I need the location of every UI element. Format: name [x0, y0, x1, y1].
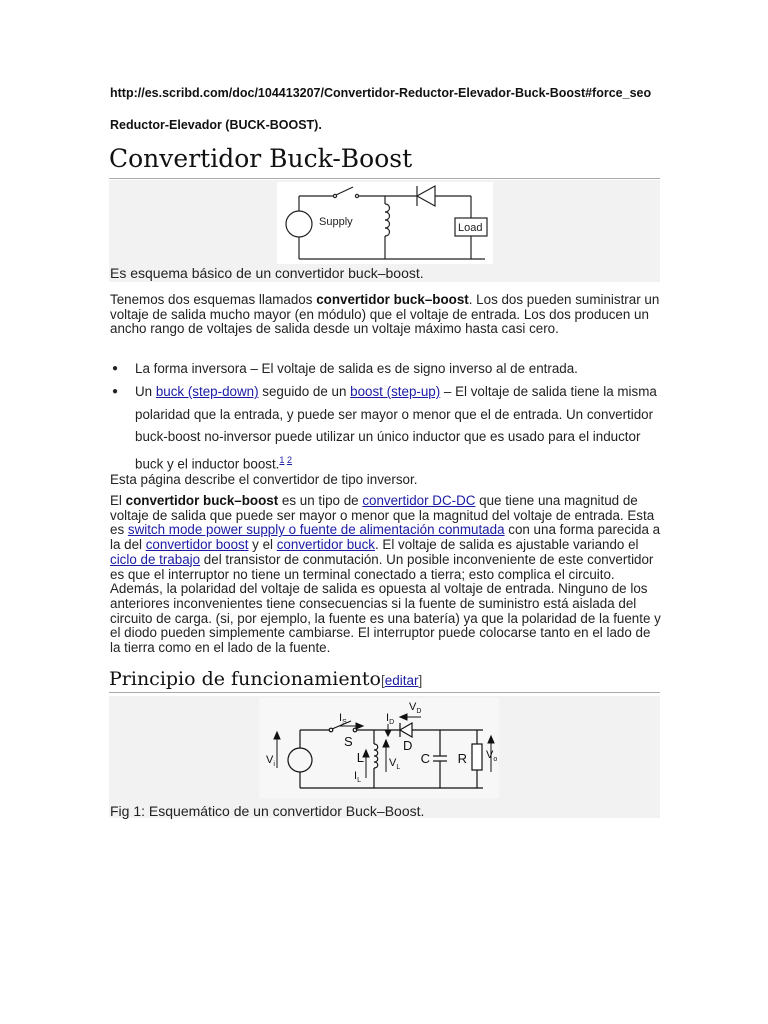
figure2-caption: Fig 1: Esquemático de un convertidor Buck–Boost.	[110, 803, 425, 819]
inductor-label: L	[356, 750, 364, 765]
diode-label: D	[403, 738, 413, 753]
description-note: Esta página describe el convertidor de tipo inversor.	[110, 472, 418, 487]
buck-boost-schematic	[259, 698, 499, 798]
list-item: ● Un buck (step-down) seguido de un boost (step-up) – El voltaje de salida tiene la misma polaridad que la entrada, y puede ser mayor o menor que el de entrada. Un convertidor buck-boost no-inversor puede utilizar un único inductor que es usado para el inductor buck y el inductor boost.$^{1 2}$	[112, 384, 657, 471]
figure1-caption: Es esquema básico de un convertidor buck–boost.	[110, 265, 424, 281]
intro-paragraph: Tenemos dos esquemas llamados convertidor buck–boost. Los dos pueden suministrar un voltaje de salida mucho mayor (en módulo) que el voltaje de entrada. Los dos producen un ancho rango de voltajes de salida desde un voltaje máximo hasta casi cero.	[110, 292, 660, 337]
vi-label: $V_i$	[266, 754, 275, 768]
is-label: $I_S$	[339, 712, 347, 726]
figure-basic-schematic	[109, 180, 660, 282]
vl-label: $V_L$	[389, 757, 401, 771]
section-heading: Principio de funcionamiento[editar]	[109, 668, 423, 690]
title-divider	[109, 178, 660, 179]
list-item: ● La forma inversora – El voltaje de salida es de signo inverso al de entrada.	[112, 361, 578, 376]
page-title: Convertidor Buck-Boost	[109, 144, 413, 173]
edit-section-link[interactable]: editar	[384, 673, 419, 688]
main-paragraph: El convertidor buck–boost es un tipo de convertidor DC-DC que tiene una magnitud de voltaje de salida que puede ser mayor o menor que la magnitud del voltaje de entrada. Esta es switch mode power supply o fuente de alimentación conmutada con una forma parecida a la del convertidor boost y el convertidor buck. El voltaje de salida es ajustable variando el ciclo de trabajo del transistor de conmutación. Un posible inconveniente de este convertidor es que el interruptor no tiene un terminal conectado a tierra; esto complica el circuito. Además, la polaridad del voltaje de salida es opuesta al voltaje de entrada. Ninguno de los anteriores inconvenientes tiene consecuencias si la fuente de suministro está aislada del circuito de carga. (si, por ejemplo, la fuente es una batería) ya que la polaridad de la fuente y el diodo pueden simplemente cambiarse. El interruptor puede colocarse tanto en el lado de la tierra como en el lado de la fuente.	[110, 493, 661, 656]
converter-types-list	[110, 358, 662, 475]
resistor-label: R	[457, 751, 467, 766]
link-boost[interactable]: boost (step-up)	[350, 384, 441, 399]
supply-label: Supply	[319, 216, 353, 228]
ref-1-link[interactable]: 1	[279, 454, 285, 465]
ref-2-link[interactable]: 2	[286, 454, 292, 465]
subtitle-line: Reductor-Elevador (BUCK-BOOST).	[110, 118, 322, 132]
figure-schematic	[109, 696, 660, 818]
vd-label: $V_D$	[409, 701, 422, 715]
buck-boost-basic-diagram	[277, 182, 493, 264]
source-url[interactable]: http://es.scribd.com/doc/104413207/Convertidor-Reductor-Elevador-Buck-Boost#force_seo	[110, 86, 652, 100]
link-duty-cycle[interactable]: ciclo de trabajo	[110, 551, 201, 567]
vo-label: $V_o$	[486, 749, 498, 763]
link-buck[interactable]: buck (step-down)	[155, 384, 259, 399]
switch-label: S	[344, 734, 353, 749]
link-dc-dc[interactable]: convertidor DC-DC	[362, 493, 476, 508]
id-label: $I_D$	[386, 712, 395, 726]
load-label: Load	[458, 222, 483, 234]
link-boost-converter[interactable]: convertidor boost	[145, 537, 249, 553]
il-label: $I_L$	[354, 770, 361, 784]
link-smps[interactable]: switch mode power supply o fuente de alimentación conmutada	[127, 522, 505, 538]
capacitor-label: C	[420, 751, 430, 766]
section-divider	[109, 692, 660, 693]
link-buck-converter[interactable]: convertidor buck	[276, 537, 375, 553]
